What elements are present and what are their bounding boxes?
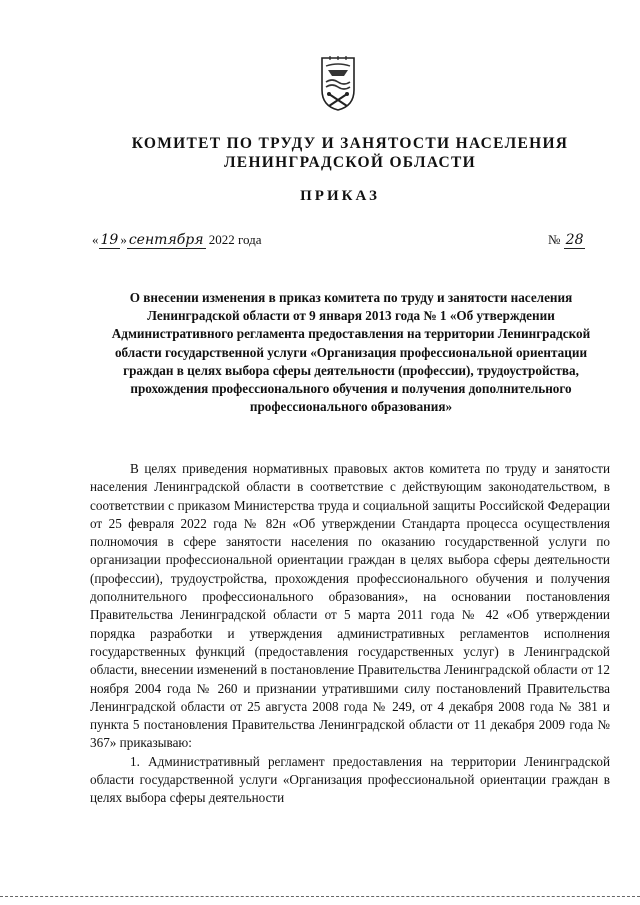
date-year: 2022 года bbox=[205, 232, 262, 247]
organization-name bbox=[100, 134, 600, 172]
document-date bbox=[92, 232, 262, 249]
organization-name-line1: КОМИТЕТ ПО ТРУДУ И ЗАНЯТОСТИ НАСЕЛЕНИЯ bbox=[131, 135, 569, 152]
date-open-quote: « bbox=[92, 232, 99, 247]
date-day: 19 bbox=[100, 232, 119, 248]
body-paragraph-item-1: 1. Административный регламент предоставления на территории Ленинградской области государственной услуги «Организация профессиональной ориентации граждан в целях выбора сферы деятельности bbox=[90, 753, 610, 806]
document-body bbox=[90, 460, 610, 808]
date-month: сентября bbox=[128, 232, 204, 248]
document-type: ПРИКАЗ bbox=[300, 188, 380, 204]
organization-name-line2: ЛЕНИНГРАДСКОЙ ОБЛАСТИ bbox=[223, 154, 477, 171]
number-value: 28 bbox=[565, 232, 584, 248]
coat-of-arms-icon bbox=[318, 56, 358, 112]
document-subject: О внесении изменения в приказ комитета по труду и занятости населения Ленинградской области от 9 января 2013 года № 1 «Об утверждении Административного регламента предоставления на территории Ленинградской области государственной услуги «Организация профессиональной ориентации граждан в целях выбора сферы деятельности (профессии), трудоустройства, прохождения профессионального обучения и получения дополнительного профессионального образования» bbox=[111, 290, 591, 415]
body-paragraph-preamble: В целях приведения нормативных правовых актов комитета по труду и занятости населения Ленинградской области в соответствие с действующим законодательством, в соответствии с приказом Министерства труда и социальной защиты Российской Федерации от 25 февраля 2022 года № 82н «Об утверждении Стандарта процесса осуществления полномочия в сфере занятости населения по оказанию государственной услуги по организации профессиональной ориентации граждан в целях выбора сферы деятельности (профессии), трудоустройства, прохождения профессионального обучения и получения дополнительного профессионального образования», на основании постановления Правительства Ленинградской области от 5 марта 2011 года № 42 «Об утверждении порядка разработки и утверждения административных регламентов исполнения государственных функций (предоставления государственных услуг) в Ленинградской области, внесении изменений в постановление Правительства Ленинградской области от 12 ноября 2004 года № 260 и признании утратившими силу постановлений Правительства Ленинградской области от 25 августа 2008 года № 249, от 4 декабря 2008 года № 381 и пункта 5 постановления Правительства Ленинградской области от 11 декабря 2009 года № 367» приказываю: bbox=[90, 461, 610, 751]
document-number bbox=[548, 232, 585, 249]
page-bottom-divider bbox=[0, 896, 640, 897]
date-close-quote: » bbox=[120, 232, 127, 247]
number-prefix: № bbox=[548, 232, 564, 247]
